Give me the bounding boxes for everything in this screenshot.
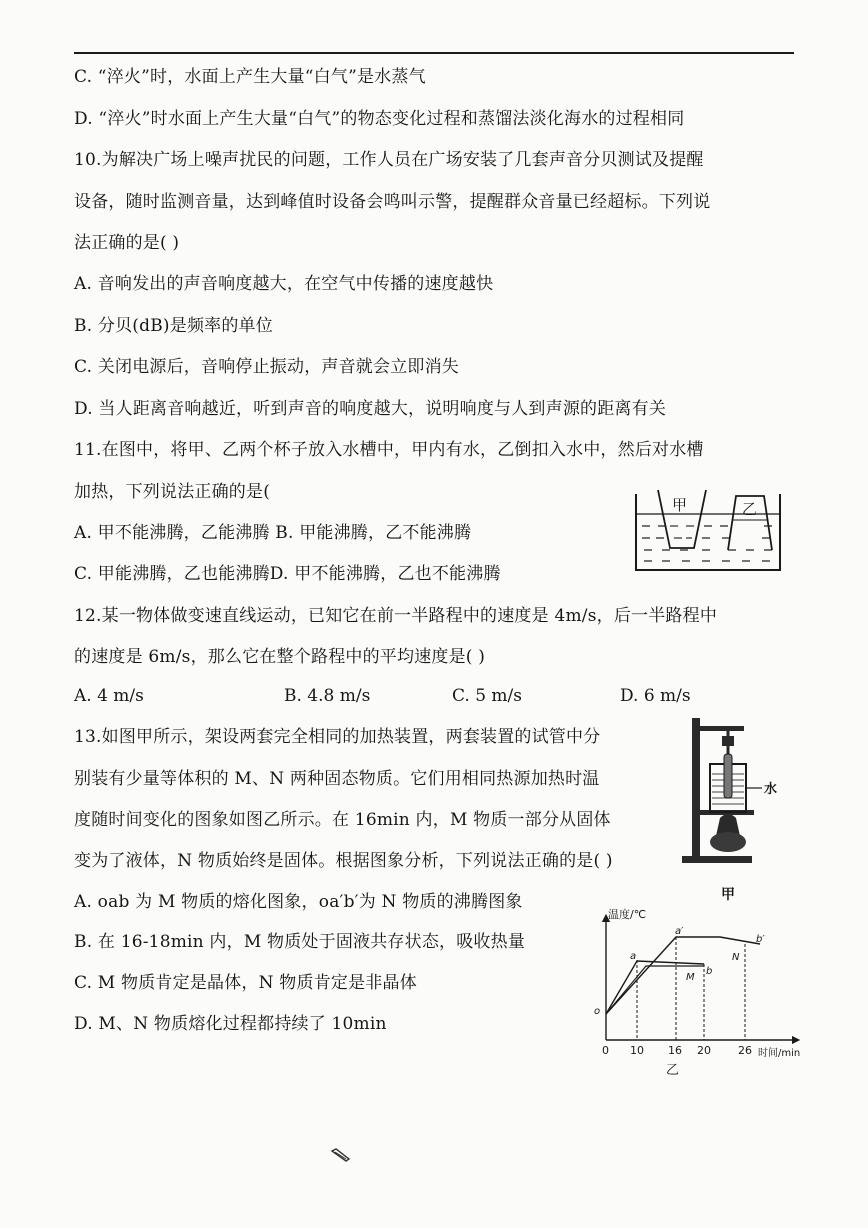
question-13-line4: 变为了液体，N 物质始终是固体。根据图象分析，下列说法正确的是( ) (74, 851, 613, 871)
question-13-line2: 别装有少量等体积的 M、N 两种固态物质。它们用相同热源加热时温 (74, 769, 600, 789)
graph-origin-label: o (594, 1006, 601, 1017)
question-11-line2: 加热，下列说法正确的是( (74, 482, 271, 502)
option-10c: C. 关闭电源后，音响停止振动，声音就会立即消失 (74, 357, 460, 377)
option-13d: D. M、N 物质熔化过程都持续了 10min (74, 1014, 387, 1034)
options-11ab: A. 甲不能沸腾，乙能沸腾 B. 甲能沸腾，乙不能沸腾 (74, 523, 472, 543)
cup-yi-label: 乙 (742, 500, 758, 518)
figure-jia-caption: 甲 (721, 887, 735, 903)
graph-tick-20: 20 (697, 1044, 711, 1057)
option-9c: C. “淬火”时，水面上产生大量“白气”是水蒸气 (74, 67, 426, 87)
option-13a: A. oab 为 M 物质的熔化图象，oa′b′为 N 物质的沸腾图象 (74, 892, 523, 912)
option-9d: D. “淬火”时水面上产生大量“白气”的物态变化过程和蒸馏法淡化海水的过程相同 (74, 109, 685, 129)
graph-zero: 0 (602, 1044, 609, 1057)
graph-label-M: M (686, 972, 695, 983)
water-label: 水 (764, 782, 778, 797)
option-13b: B. 在 16-18min 内，M 物质处于固液共存状态，吸收热量 (74, 932, 526, 952)
option-12b: B. 4.8 m/s (284, 686, 371, 706)
graph-tick-10: 10 (630, 1044, 644, 1057)
option-13c: C. M 物质肯定是晶体，N 物质肯定是非晶体 (74, 973, 417, 993)
graph-xlabel: 时间/min (758, 1048, 801, 1059)
graph-point-b2: b′ (756, 934, 765, 945)
option-12c: C. 5 m/s (452, 686, 523, 706)
graph-point-b: b (706, 966, 713, 977)
option-12a: A. 4 m/s (74, 686, 144, 706)
question-12-line1: 12.某一物体做变速直线运动，已知它在前一半路程中的速度是 4m/s，后一半路程中 (74, 606, 718, 626)
top-rule (74, 52, 794, 54)
question-13-line3: 度随时间变化的图象如图乙所示。在 16min 内，M 物质一部分从固体 (74, 810, 611, 830)
graph-ylabel: 温度/℃ (608, 908, 647, 921)
figure-13-apparatus (680, 714, 800, 866)
option-12d: D. 6 m/s (620, 686, 691, 706)
option-10b: B. 分贝(dB)是频率的单位 (74, 316, 273, 336)
graph-caption: 乙 (666, 1063, 680, 1078)
question-11-line1: 11.在图中，将甲、乙两个杯子放入水槽中，甲内有水，乙倒扣入水中，然后对水槽 (74, 440, 704, 460)
figure-11-tank (632, 488, 784, 576)
question-10-line3: 法正确的是( ) (74, 233, 180, 253)
options-11cd: C. 甲能沸腾，乙也能沸腾D. 甲不能沸腾，乙也不能沸腾 (74, 564, 501, 584)
cup-jia-label: 甲 (672, 496, 688, 514)
option-10a: A. 音响发出的声音响度越大，在空气中传播的速度越快 (74, 274, 494, 294)
graph-tick-16: 16 (668, 1044, 682, 1057)
question-13-line1: 13.如图甲所示，架设两套完全相同的加热装置，两套装置的试管中分 (74, 727, 601, 747)
graph-label-N: N (732, 952, 740, 963)
graph-point-a: a (630, 951, 637, 962)
question-10-line1: 10.为解决广场上噪声扰民的问题，工作人员在广场安装了几套声音分贝测试及提醒 (74, 150, 704, 170)
question-12-line2: 的速度是 6m/s，那么它在整个路程中的平均速度是( ) (74, 647, 486, 667)
question-10-line2: 设备，随时监测音量，达到峰值时设备会鸣叫示警，提醒群众音量已经超标。下列说 (74, 192, 711, 212)
temperature-time-graph (590, 904, 814, 1084)
pencil-mark-icon (330, 1147, 352, 1165)
graph-tick-26: 26 (738, 1044, 752, 1057)
option-10d: D. 当人距离音响越近，听到声音的响度越大，说明响度与人到声源的距离有关 (74, 399, 667, 419)
graph-point-a2: a′ (675, 926, 684, 937)
curve-M (606, 961, 704, 1014)
